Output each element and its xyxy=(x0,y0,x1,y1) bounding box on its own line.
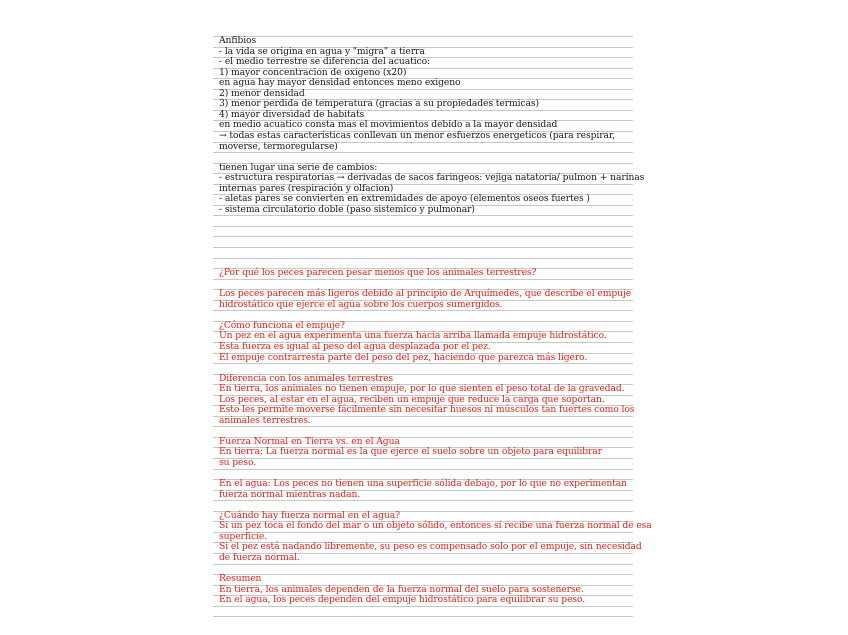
red-note-line: Si el pez está nadando libremente, su peso es compensado solo por el empuje, sin necesidad xyxy=(219,541,642,553)
red-note-line: Esto les permite moverse fácilmente sin necesitar huesos ni músculos tan fuertes como los xyxy=(219,404,635,416)
note-line: 2) menor densidad xyxy=(219,87,305,99)
note-line: 4) mayor diversidad de habitats xyxy=(219,108,365,120)
red-note-line: ¿Cuándo hay fuerza normal en el agua? xyxy=(219,509,400,521)
ruled-line xyxy=(213,564,633,565)
ruled-line xyxy=(213,363,633,364)
ruled-line xyxy=(213,310,633,311)
red-note-line: ¿Cómo funciona el empuje? xyxy=(219,319,345,331)
red-note-line: hidrostático que ejerce el agua sobre los cuerpos sumergidos. xyxy=(219,298,503,310)
red-note-line: Resumen xyxy=(219,573,262,585)
ruled-line xyxy=(213,226,633,227)
note-line: tienen lugar una serie de cambios: xyxy=(219,161,378,173)
red-note-line: fuerza normal mientras nadan. xyxy=(219,488,361,500)
ruled-line xyxy=(213,258,633,259)
note-line: → todas estas características conllevan un menor esfuerzos energeticos (para respirar, xyxy=(219,129,615,141)
red-note-line: ¿Por qué los peces parecen pesar menos que los animales terrestres? xyxy=(219,267,537,279)
red-note-line: El empuje contrarresta parte del peso del pez, haciendo que parezca más ligero. xyxy=(219,351,588,363)
note-line: internas pares (respiración y olfacion) xyxy=(219,182,394,194)
note-line: en agua hay mayor densidad entonces meno exigeno xyxy=(219,77,461,89)
note-line: 1) mayor concentracion de oxigeno (x20) xyxy=(219,66,407,78)
note-line: - estructura respiratorias → derivadas de sacos faringeos: vejiga natatoria/ pulmon + narinas xyxy=(219,172,645,184)
red-note-line: Esta fuerza es igual al peso del agua desplazada por el pez. xyxy=(219,340,491,352)
note-line: moverse, termoregularse) xyxy=(219,140,338,152)
red-note-line: Los peces parecen más ligeros debido al principio de Arquímedes, que describe el empuje xyxy=(219,288,632,300)
note-line: Anfibios xyxy=(219,35,257,46)
note-line: - la vida se origina en agua y "migra" a tierra xyxy=(219,45,425,57)
red-note-line: En tierra, los animales dependen de la fuerza normal del suelo para sostenerse. xyxy=(219,583,584,595)
ruled-line xyxy=(213,500,633,501)
ruled-line xyxy=(213,279,633,280)
notebook-page xyxy=(213,0,652,635)
red-note-line: En tierra, los animales no tienen empuje, por lo que sienten el peso total de la gravedad. xyxy=(219,383,625,395)
ruled-line xyxy=(213,152,633,153)
note-line: - sistema circulatorio doble (paso sistemico y pulmonar) xyxy=(219,203,475,215)
ruled-line xyxy=(213,236,633,237)
red-note-line: En el agua: Los peces no tienen una superficie sólida debajo, por lo que no experimentan xyxy=(219,478,627,490)
red-note-line: Fuerza Normal en Tierra vs. en el Agua xyxy=(219,435,400,447)
red-note-line: Diferencia con los animales terrestres xyxy=(219,372,394,384)
ruled-line xyxy=(213,469,633,470)
red-note-line: En tierra: La fuerza normal es la que ejerce el suelo sobre un objeto para equilibrar xyxy=(219,446,602,458)
note-line: 3) menor perdida de temperatura (gracias a su propiedades termicas) xyxy=(219,98,539,110)
red-note-line: Si un pez toca el fondo del mar o un objeto sólido, entonces sí recibe una fuerza normal de esa xyxy=(219,520,652,532)
ruled-line xyxy=(213,616,633,617)
red-note-line: superficie. xyxy=(219,530,268,542)
ruled-line xyxy=(213,426,633,427)
note-line: en medio acuatico consta mas el movimientos debido a la mayor densidad xyxy=(219,119,558,131)
red-note-line: animales terrestres. xyxy=(219,414,311,426)
ruled-line xyxy=(213,606,633,607)
ruled-line xyxy=(213,215,633,216)
red-note-line: Los peces, al estar en el agua, reciben un empuje que reduce la carga que soportan. xyxy=(219,393,605,405)
note-line: - aletas pares se convierten en extremidades de apoyo (elementos oseos fuertes ) xyxy=(219,193,590,205)
note-line: - el medio terrestre se diferencia del acuatico: xyxy=(219,56,431,68)
red-note-line: de fuerza normal. xyxy=(219,551,300,563)
red-note-line: su peso. xyxy=(219,457,257,468)
red-note-line: En el agua, los peces dependen del empuje hidrostático para equilibrar su peso. xyxy=(219,594,586,606)
ruled-line xyxy=(213,247,633,248)
red-note-line: Un pez en el agua experimenta una fuerza hacia arriba llamada empuje hidrostático. xyxy=(219,330,607,342)
